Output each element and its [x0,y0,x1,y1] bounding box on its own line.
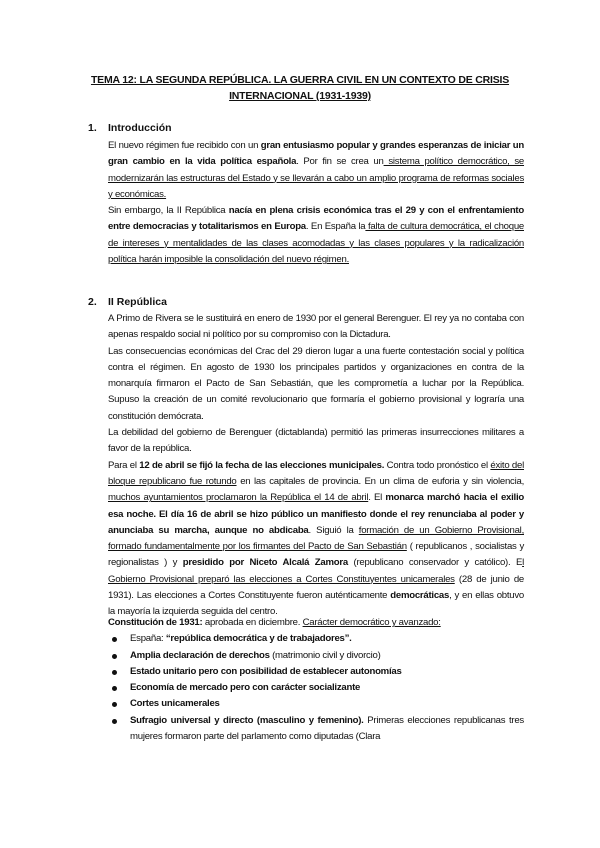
text-run: . Siguió la [308,524,359,536]
text-run: . En España la [305,221,366,233]
section-2-number: 2. [88,296,97,308]
text-run: ( republicanos , socialistas y regionalistas ) y [108,541,524,569]
text-run: (matrimonio civil y divorcio) [269,649,381,661]
section-2-title: II República [108,296,167,308]
intro-paragraph-2 [108,203,524,268]
bold-run: Sufragio universal y directo (masculino y femenino). [130,714,364,726]
underlined-run: sistema político democrático, se modernizarán las estructuras del Estado y se llevarán a cabo un amplio programa de reformas sociales y económicas. [108,156,525,200]
list-item [108,680,524,696]
text-run: Primeras elecciones republicanas tres mujeres formaron parte del parlamento como diputadas (Clara [130,714,524,743]
document-title [80,72,520,104]
republic-paragraph-3: La debilidad del gobierno de Berenguer (dictablanda) permitió las primeras insurrecciones militares a favor de la república. [108,427,524,455]
text-run: aprobada en diciembre. [202,617,303,628]
republic-paragraph-2: Las consecuencias económicas del Crac del 29 dieron lugar a una fuerte contestación social y política contra el régimen. En agosto de 1930 los principales partidos y organizaciones en contra de la monarquía firmaron el Pacto de San Sebastián, que les comprometía a luchar por la República. Supuso la creación de un comité revolucionario que formaría el gobierno provisional y lograría una constitución demócrata. [108,345,524,422]
section-1-body [108,138,524,268]
bold-run: Cortes unicamerales [130,698,220,710]
underlined-run: muchos ayuntamientos proclamaron la República el 14 de abril [108,492,369,504]
list-item [108,648,524,664]
bold-run: nacía en plena crisis económica tras el 29 y con el enfrentamiento entre democracias y totalitarismos en Europa [108,205,524,233]
bold-run: Constitución de 1931: [108,617,203,628]
text-run: , y en ellas obtuvo la mayoría la izquierda seguida del centro. [108,590,524,618]
bold-run: democráticas [390,590,450,602]
constitution-bullet-list [108,631,524,745]
bold-run: Economía de mercado pero con carácter socializante [130,682,361,694]
text-run: El nuevo régimen fue recibido con un [108,140,261,151]
intro-paragraph-1 [108,138,524,203]
list-item [108,696,524,712]
constitution-block [108,615,524,745]
section-2-heading [88,296,167,308]
text-run: . Por fin se crea un [296,156,384,168]
bold-run: monarca marchó hacia el exilio esa noche. El día 16 de abril se hizo público un manifiesto donde el rey renunciaba al poder y anunciaba su marcha, aunque no abdicaba [108,492,524,536]
constitution-intro [108,615,524,631]
title-line-2: INTERNACIONAL (1931-1939) [229,90,371,102]
text-run: . El [368,492,386,504]
section-1-heading [88,122,172,134]
text-run: Contra todo pronóstico el [384,459,491,471]
text-run: España: [130,633,166,645]
list-item [108,664,524,680]
section-1-title: Introducción [108,122,172,134]
text-run: en las capitales de provincia. En un clima de euforia y sin violencia, [236,475,524,487]
section-1-number: 1. [88,122,97,134]
bold-run: Estado unitario pero con posibilidad de establecer autonomías [130,665,402,677]
republic-paragraph-4 [108,458,524,621]
underlined-run: l Gobierno Provisional preparó las elecciones a Cortes Constituyentes unicamerales [108,557,524,585]
text-run: Sin embargo, la II República [108,205,229,217]
bold-run: Amplia declaración de derechos [130,649,270,661]
title-line-1: TEMA 12: LA SEGUNDA REPÚBLICA. LA GUERRA CIVIL EN UN CONTEXTO DE CRISIS [90,74,510,86]
text-run: (28 de junio de 1931). Las elecciones a Cortes Constituyente fueron auténticamente [108,573,524,602]
text-run: Para el [108,459,140,471]
bold-run: presidido por Niceto Alcalá Zamora [182,557,348,569]
underlined-run: Carácter democrático y avanzado: [302,617,441,628]
bold-run: gran entusiasmo popular y grandes esperanzas de iniciar un gran cambio en la vida política española [108,140,525,168]
underlined-run: falta de cultura democrática, el choque de intereses y mentalidades de las clases acomodadas y las clases populares y la radicalización política harán imposible la consolidación del nuevo régimen. [108,221,524,266]
bold-run: 12 de abril se fijó la fecha de las elecciones municipales. [139,459,385,471]
list-item [108,631,524,647]
underlined-run: formación de un Gobierno Provisional, formado fundamentalmente por los firmantes del Pacto de San Sebastián [108,524,524,553]
republic-paragraph-1: A Primo de Rivera se le sustituirá en enero de 1930 por el general Berenguer. El rey ya no contaba con apenas respaldo social ni político por su compromiso con la Dictadura. [108,313,524,341]
bold-run: “república democrática y de trabajadores”. [165,633,352,645]
section-2-body [108,311,524,621]
text-run: (republicano conservador y católico). E [347,557,523,569]
list-item [108,713,524,746]
underlined-run: éxito del bloque republicano fue rotundo [108,459,524,487]
